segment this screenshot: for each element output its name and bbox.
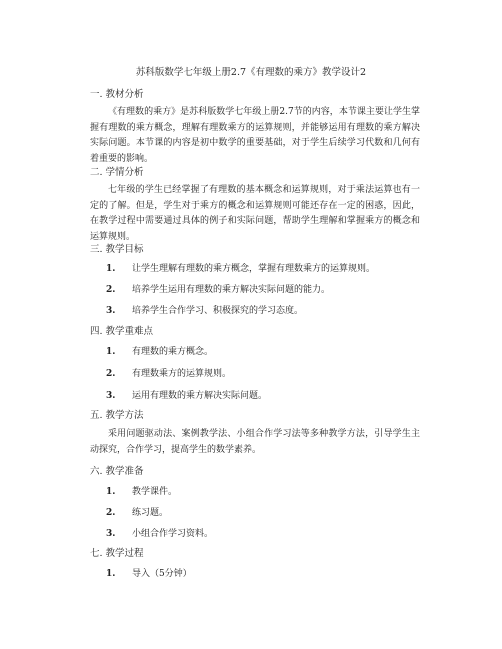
list-item: 1. 让学生理解有理数的乘方概念，掌握有理数乘方的运算规则。 [106, 264, 376, 274]
section-heading-teaching-goals: 三. 教学目标 [90, 244, 144, 255]
list-item: 3. 小组合作学习资料。 [106, 529, 214, 539]
section-paragraph-student-analysis: 七年级的学生已经掌握了有理数的基本概念和运算规则，对于乘法运算也有一定的了解。但是，学生对于乘方的概念和运算规则可能还存在一定的困惑，因此，在教学过程中需要通过具体的例子和实际问题，帮助学生理解和掌握乘方的概念和运算规则。 [90, 185, 420, 242]
list-item: 3. 培养学生合作学习、积极探究的学习态度。 [106, 306, 304, 316]
document-title: 苏科版数学七年级上册2.7《有理数的乘方》教学设计2 [135, 67, 367, 78]
section-heading-student-analysis: 二. 学情分析 [90, 167, 144, 178]
section-heading-preparation: 六. 教学准备 [90, 466, 144, 477]
section-paragraph-textbook-analysis: 《有理数的乘方》是苏科版数学七年级上册2.7节的内容，本节课主要让学生掌握有理数的乘方概念，理解有理数乘方的运算规则，并能够运用有理数的乘方解决实际问题。本节课的内容是初中数学的重要基础，对于学生后续学习代数和几何有着重要的影响。 [90, 107, 420, 164]
section-heading-textbook-analysis: 一. 教材分析 [90, 89, 144, 100]
list-item: 2. 有理数乘方的运算规则。 [106, 369, 232, 379]
list-item: 1. 导入（5分钟） [106, 569, 192, 579]
list-item: 2. 练习题。 [106, 508, 169, 518]
section-paragraph-teaching-methods: 采用问题驱动法、案例教学法、小组合作学习法等多种教学方法，引导学生主动探究，合作学习，提高学生的数学素养。 [90, 429, 420, 455]
list-item: 3. 运用有理数的乘方解决实际问题。 [106, 391, 268, 401]
section-heading-teaching-process: 七. 教学过程 [90, 548, 144, 559]
section-heading-key-points: 四. 教学重难点 [90, 326, 154, 337]
list-item: 1. 有理数的乘方概念。 [106, 347, 214, 357]
list-item: 2. 培养学生运用有理数的乘方解决实际问题的能力。 [106, 285, 331, 295]
section-heading-teaching-methods: 五. 教学方法 [90, 410, 144, 421]
list-item: 1. 教学课件。 [106, 487, 178, 497]
